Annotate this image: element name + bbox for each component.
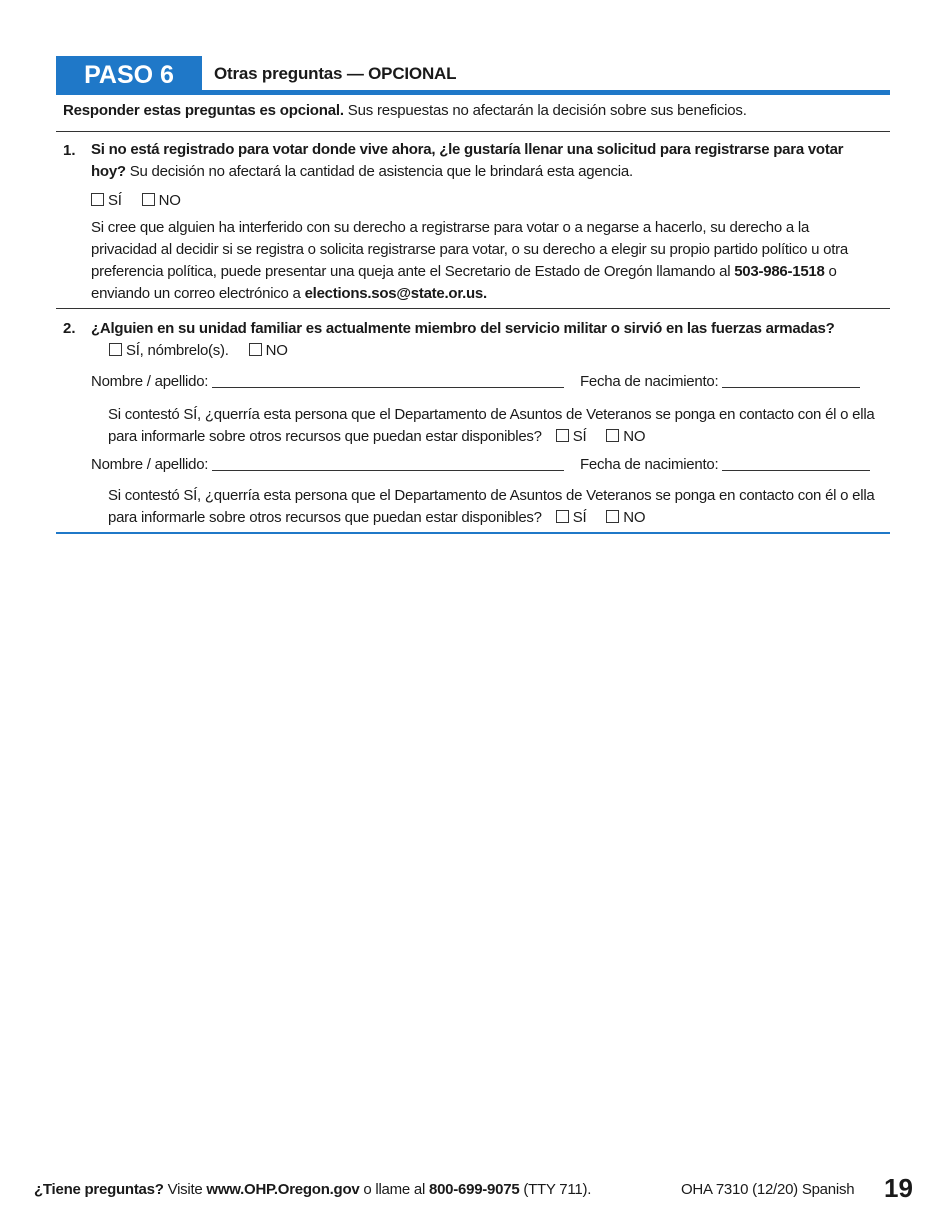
q1-info-text-2: o enviando un correo electrónico a — [91, 263, 837, 302]
header-rule — [56, 90, 890, 95]
q2-yes-label: SÍ, nómbrelo(s). — [126, 342, 229, 359]
name-label: Nombre / apellido: — [91, 456, 209, 473]
followup-2-yes-checkbox[interactable] — [556, 507, 587, 529]
dob-label: Fecha de nacimiento: — [580, 373, 719, 390]
followup-yes-label: SÍ — [572, 428, 587, 445]
question-1-normal: Su decisión no afectará la cantidad de asistencia que le brindará esta agencia. — [125, 163, 633, 180]
followup-text: Si contestó SÍ, ¿querría esta persona que el Departamento de Asuntos de Veteranos se ponga en contacto con él o ella para informarle sobre otros recursos que puedan estar disponibles? — [108, 487, 875, 526]
intro-text — [63, 102, 747, 119]
dob-field-1 — [580, 373, 860, 390]
page-number: 19 — [884, 1173, 913, 1203]
footer-help — [34, 1181, 591, 1198]
question-1-info — [91, 217, 866, 305]
checkbox-box[interactable] — [606, 510, 619, 523]
q1-yes-checkbox[interactable] — [91, 190, 122, 212]
checkbox-box[interactable] — [109, 343, 122, 356]
section-end-rule — [56, 532, 890, 534]
section-header — [56, 56, 890, 96]
checkbox-box[interactable] — [249, 343, 262, 356]
followup-1 — [108, 404, 888, 448]
question-2-bold: ¿Alguien en su unidad familiar es actualmente miembro del servicio militar o sirvió en las fuerzas armadas? — [91, 320, 835, 337]
name-input-line[interactable] — [212, 373, 564, 388]
question-1-options — [91, 190, 197, 212]
question-2-text — [91, 318, 851, 362]
q1-email: elections.sos@state.or.us. — [304, 285, 487, 302]
followup-text: Si contestó SÍ, ¿querría esta persona que el Departamento de Asuntos de Veteranos se ponga en contacto con él o ella para informarle sobre otros recursos que puedan estar disponibles? — [108, 406, 875, 445]
footer-phone: 800-699-9075 — [429, 1181, 520, 1198]
divider — [56, 308, 890, 309]
intro-bold: Responder estas preguntas es opcional. — [63, 102, 344, 119]
intro-rest: Sus respuestas no afectarán la decisión sobre sus beneficios. — [343, 102, 747, 119]
footer-call: o llame al — [359, 1181, 429, 1198]
checkbox-box[interactable] — [91, 193, 104, 206]
name-label: Nombre / apellido: — [91, 373, 209, 390]
followup-no-label: NO — [623, 509, 646, 526]
form-id: OHA 7310 (12/20) Spanish — [681, 1181, 855, 1198]
name-field-2 — [91, 456, 564, 473]
followup-no-label: NO — [623, 428, 646, 445]
footer-question: ¿Tiene preguntas? — [34, 1181, 164, 1198]
followup-2 — [108, 485, 888, 529]
q1-info-text: Si cree que alguien ha interferido con su derecho a registrarse para votar o a negarse a hacerlo, su derecho a la privacidad al decidir si se registra o solicita registrarse para votar, o su derecho a elegir su propio partido político u otra preferencia política, puede presentar una queja ante el Secretario de Estado de Oregón llamando al — [91, 219, 848, 280]
followup-yes-label: SÍ — [572, 509, 587, 526]
checkbox-box[interactable] — [556, 429, 569, 442]
footer-website-link[interactable]: www.OHP.Oregon.gov — [206, 1181, 360, 1198]
followup-2-no-checkbox[interactable] — [606, 507, 645, 529]
question-1-number: 1. — [63, 142, 76, 159]
divider — [56, 131, 890, 132]
checkbox-box[interactable] — [556, 510, 569, 523]
checkbox-box[interactable] — [142, 193, 155, 206]
question-1-bold: Si no está registrado para votar donde vive ahora, ¿le gustaría llenar una solicitud para registrarse para votar hoy? — [91, 141, 844, 180]
question-1-text — [91, 139, 871, 183]
q2-yes-checkbox[interactable] — [109, 340, 229, 362]
q1-yes-label: SÍ — [108, 192, 122, 209]
footer-visit: Visite — [163, 1181, 207, 1198]
name-input-line[interactable] — [212, 456, 564, 471]
dob-input-line[interactable] — [722, 373, 860, 388]
name-field-1 — [91, 373, 564, 390]
q1-no-checkbox[interactable] — [142, 190, 181, 212]
followup-1-yes-checkbox[interactable] — [556, 426, 587, 448]
section-title: Otras preguntas — OPCIONAL — [214, 64, 457, 83]
checkbox-box[interactable] — [606, 429, 619, 442]
q2-no-label: NO — [265, 342, 288, 359]
q1-phone: 503-986-1518 — [734, 263, 825, 280]
step-badge: PASO 6 — [56, 56, 202, 94]
followup-1-no-checkbox[interactable] — [606, 426, 645, 448]
dob-input-line[interactable] — [722, 456, 870, 471]
dob-label: Fecha de nacimiento: — [580, 456, 719, 473]
dob-field-2 — [580, 456, 870, 473]
q1-no-label: NO — [158, 192, 181, 209]
footer-tty: (TTY 711). — [519, 1181, 592, 1198]
question-2-number: 2. — [63, 320, 76, 337]
q2-no-checkbox[interactable] — [249, 340, 288, 362]
